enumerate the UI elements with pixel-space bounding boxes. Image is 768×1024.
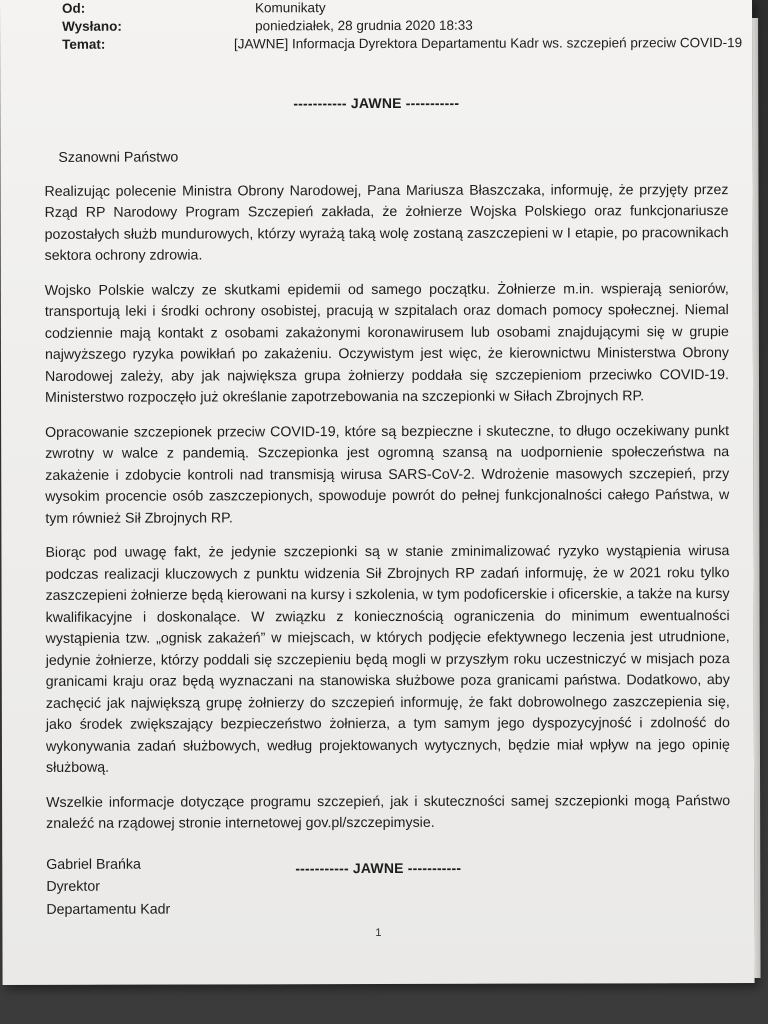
sent-value: poniedziałek, 28 grudnia 2020 18:33 — [255, 17, 473, 34]
email-header — [62, 0, 742, 54]
signatory-name: Gabriel Brańka — [46, 856, 141, 873]
paragraph-1: Realizując polecenie Ministra Obrony Narodowej, Pana Mariusza Błaszczaka, informuję, że przyjęty przez Rząd RP Narodowy Program Szczepień zakłada, że żołnierze Wojska Polskiego oraz funkcjonariusze pozostałych służb mundurowych, którzy wyrażą taką wolę zostaną zaszczepieni w I etapie, po pracownikach sektora ochrony zdrowia. — [44, 181, 729, 264]
header-from-row — [62, 0, 742, 18]
classification-marking-bottom: ----------- JAWNE ----------- — [295, 859, 462, 877]
paragraph-3: Opracowanie szczepionek przeciw COVID-19, które są bezpieczne i skuteczne, to długo oczekiwany punkt zwrotny w walce z pandemią. Szczepionka jest ogromną szansą na uodpornienie społeczeństwa na zakażenie i zdobycie kontroli nad transmisją wirusa SARS-CoV-2. Wdrożenie masowych szczepień, przy wysokim procencie osób zaszczepionych, spowoduje powrót do pełnej funkcjonalności całego Państwa, w tym również Sił Zbrojnych RP. — [45, 422, 730, 527]
salutation: Szanowni Państwo — [58, 149, 179, 166]
signatory-title: Dyrektor — [46, 878, 100, 895]
paragraph-4: Biorąc pod uwagę fakt, że jedynie szczepionki są w stanie zminimalizować ryzyko wystąpienia wirusa podczas realizacji kluczowych z punktu widzenia Sił Zbrojnych RP zadań informuję, że w 2021 roku tylko zaszczepieni żołnierze będą kierowani na kursy i szkolenia, w tym podoficerskie i oficerskie, a także na kursy kwalifikacyjne i doskonalące. W związku z koniecznością ograniczenia do minimum ewentualności wystąpienia tzw. „ognisk zakażeń” w miejscach, w których podjęcie efektywnego leczenia jest utrudnione, jedynie żołnierze, którzy poddali się szczepieniu będą mogli w przyszłym roku uczestniczyć w misjach poza granicami kraju oraz będą wyznaczani na stanowiska służbowe poza granicami państwa. Dodatkowo, aby zachęcić jak największą grupę żołnierzy do szczepień informuję, że fakt dobrowolnego zaszczepienia się, jako środek zwiększający bezpieczeństwo żołnierza, a tym samym jego dyspozycyjność i zdolność do wykonywania zadań służbowych, według projektowanych wytycznych, będzie miał wpływ na jego opinię służbową. — [45, 543, 730, 776]
sent-label: Wysłano: — [62, 18, 122, 34]
subject-label: Temat: — [62, 36, 106, 52]
classification-marking-top: ----------- JAWNE ----------- — [293, 94, 460, 112]
page-number: 1 — [375, 927, 382, 940]
from-label: Od: — [62, 0, 86, 16]
header-sent-row — [62, 16, 742, 36]
letter-body — [44, 146, 730, 921]
paragraph-5: Wszelkie informacje dotyczące programu szczepień, jak i skuteczności samej szczepionki mogą Państwo znaleźć na rządowej stronie internetowej gov.pl/szczepimysie. — [46, 792, 731, 832]
from-value: Komunikaty — [255, 0, 326, 16]
signatory-department: Departamentu Kadr — [46, 901, 171, 918]
paragraph-2: Wojsko Polskie walczy ze skutkami epidemii od samego początku. Żołnierze m.in. wspierają seniorów, transportują leki i środki ochrony osobistej, pracują w szpitalach oraz domach pomocy społecznej. Niemal codziennie mają kontakt z osobami zakażonymi koronawirusem lub osobami znajdującymi się w grupie najwyższego ryzyka powikłań po zakażeniu. Oczywistym jest więc, że kierownictwu Ministerstwa Obrony Narodowej zależy, aby jak największa grupa żołnierzy poddała się szczepieniom przeciwko COVID-19. Ministerstwo rozpoczęło już określanie zapotrzebowania na szczepionki w Siłach Zbrojnych RP. — [44, 280, 730, 406]
subject-value: [JAWNE] Informacja Dyrektora Departamentu Kadr ws. szczepień przeciw COVID-19 — [233, 35, 743, 52]
header-subject-row — [62, 34, 742, 54]
